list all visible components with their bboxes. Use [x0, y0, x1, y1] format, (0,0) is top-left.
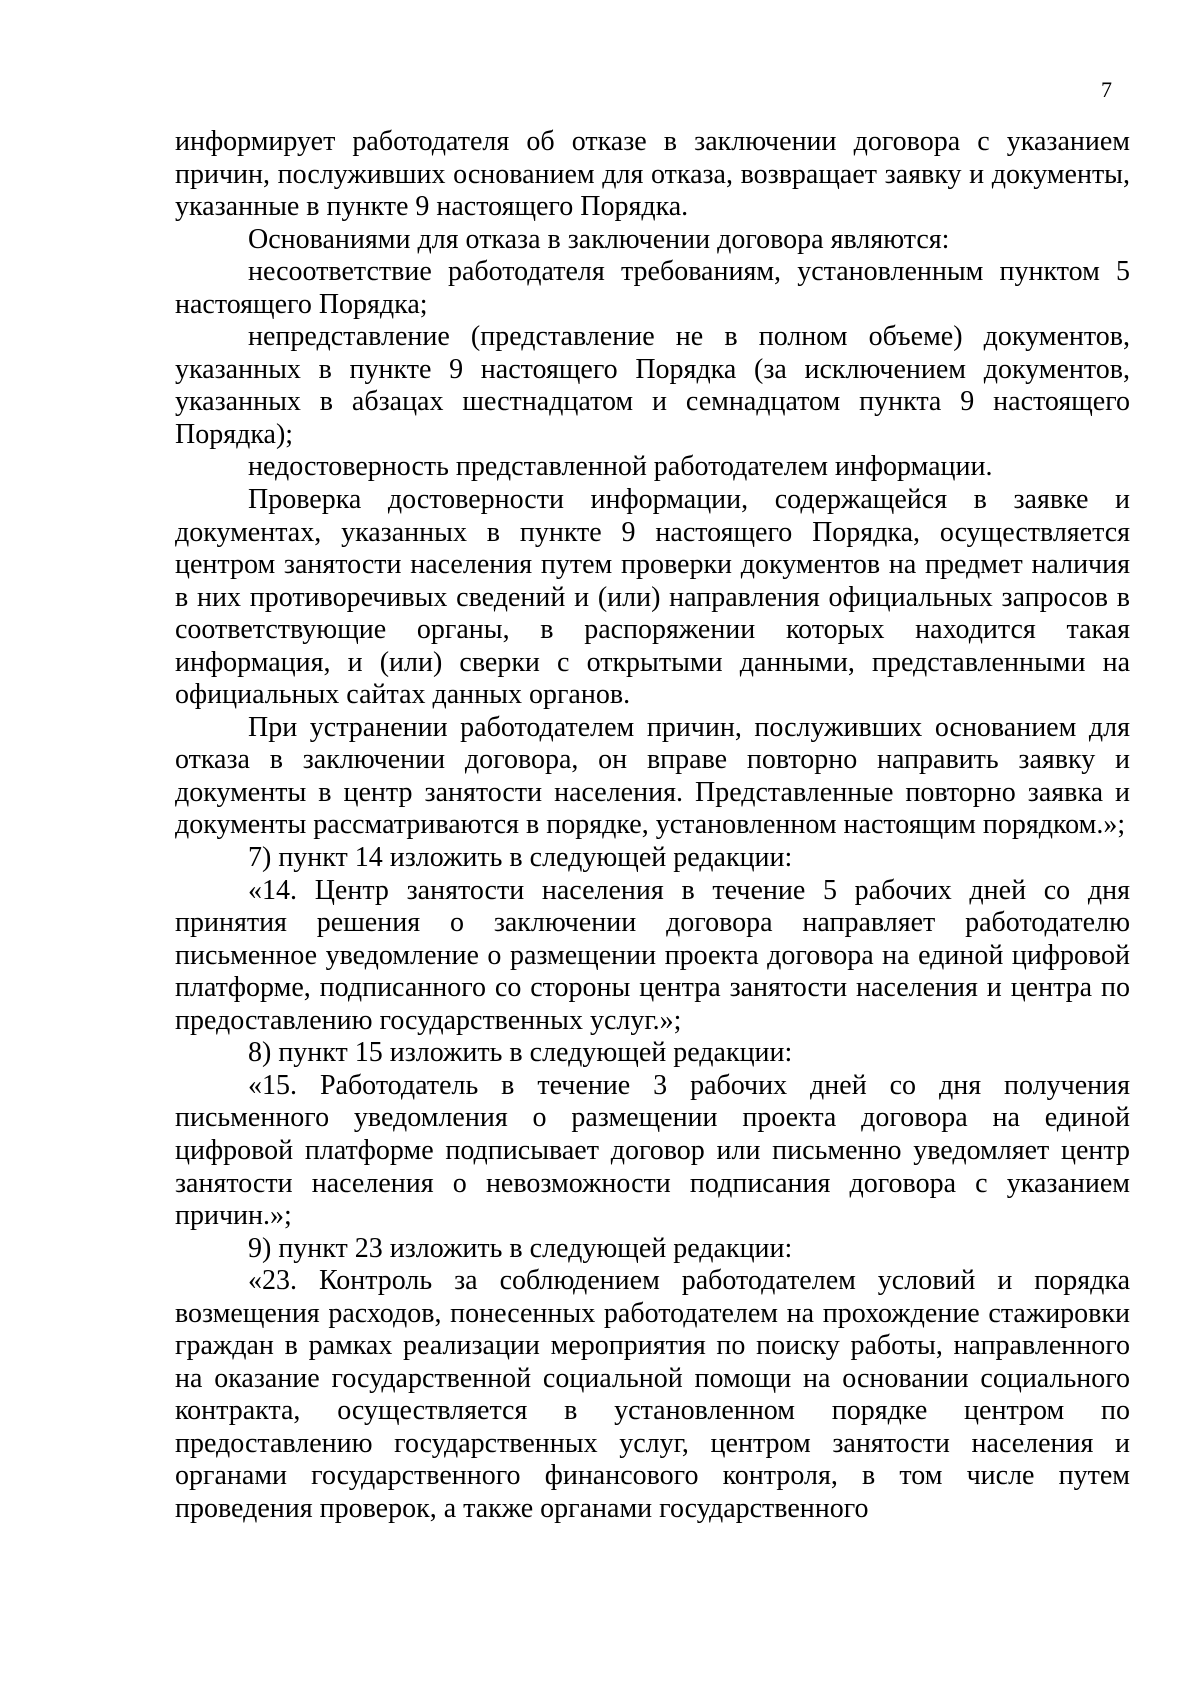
- paragraph-8: 7) пункт 14 изложить в следующей редакции:: [248, 842, 793, 874]
- paragraph-11: «15. Работодатель в течение 3 рабочих дней со дня получения письменного уведомления о размещении проекта договора на единой цифровой платформе подписывает договор или письменно уведомляет центр занятости населения о невозможности подписания договора с указанием причин.»;: [175, 1069, 1130, 1232]
- paragraph-9: «14. Центр занятости населения в течение 5 рабочих дней со дня принятия решения о заключении договора направляет работодателю письменное уведомление о размещении проекта договора на единой цифровой платформе, подписанного со стороны центра занятости населения и центра по предоставлению государственных услуг.»;: [175, 874, 1130, 1036]
- paragraph-4: непредставление (представление не в полном объеме) документов, указанных в пункте 9 настоящего Порядка (за исключением документов, указанных в абзацах шестнадцатом и семнадцатом пункта 9 настоящего Порядка);: [175, 321, 1130, 450]
- paragraph-12: 9) пункт 23 изложить в следующей редакции:: [248, 1232, 793, 1264]
- paragraph-2: Основаниями для отказа в заключении договора являются:: [248, 223, 950, 255]
- paragraph-13: «23. Контроль за соблюдением работодателем условий и порядка возмещения расходов, понесенных работодателем на прохождение стажировки граждан в рамках реализации мероприятия по поиску работы, направленного на оказание государственной социальной помощи на основании социального контракта, осуществляется в установленном порядке центром по предоставлению государственных услуг, центром занятости населения и органами государственного финансового контроля, в том числе путем проведения проверок, а также органами государственного: [175, 1265, 1130, 1524]
- paragraph-7: При устранении работодателем причин, послуживших основанием для отказа в заключении договора, он вправе повторно направить заявку и документы в центр занятости населения. Представленные повторно заявка и документы рассматриваются в порядке, установленном настоящим порядком.»;: [175, 711, 1130, 841]
- paragraph-3: несоответствие работодателя требованиям, установленным пунктом 5 настоящего Порядка;: [175, 256, 1130, 320]
- paragraph-6: Проверка достоверности информации, содержащейся в заявке и документах, указанных в пункте 9 настоящего Порядка, осуществляется центром занятости населения путем проверки документов на предмет наличия в них противоречивых сведений и (или) направления официальных запросов в соответствующие органы, в распоряжении которых находится такая информация, и (или) сверки с открытыми данными, представленными на официальных сайтах данных органов.: [175, 484, 1130, 711]
- document-body: [175, 126, 1130, 1526]
- paragraph-5: недостоверность представленной работодателем информации.: [248, 451, 993, 483]
- paragraph-1: информирует работодателя об отказе в заключении договора с указанием причин, послуживших основанием для отказа, возвращает заявку и документы, указанные в пункте 9 настоящего Порядка.: [175, 126, 1130, 223]
- paragraph-10: 8) пункт 15 изложить в следующей редакции:: [248, 1037, 793, 1069]
- page-number: 7: [1101, 77, 1112, 102]
